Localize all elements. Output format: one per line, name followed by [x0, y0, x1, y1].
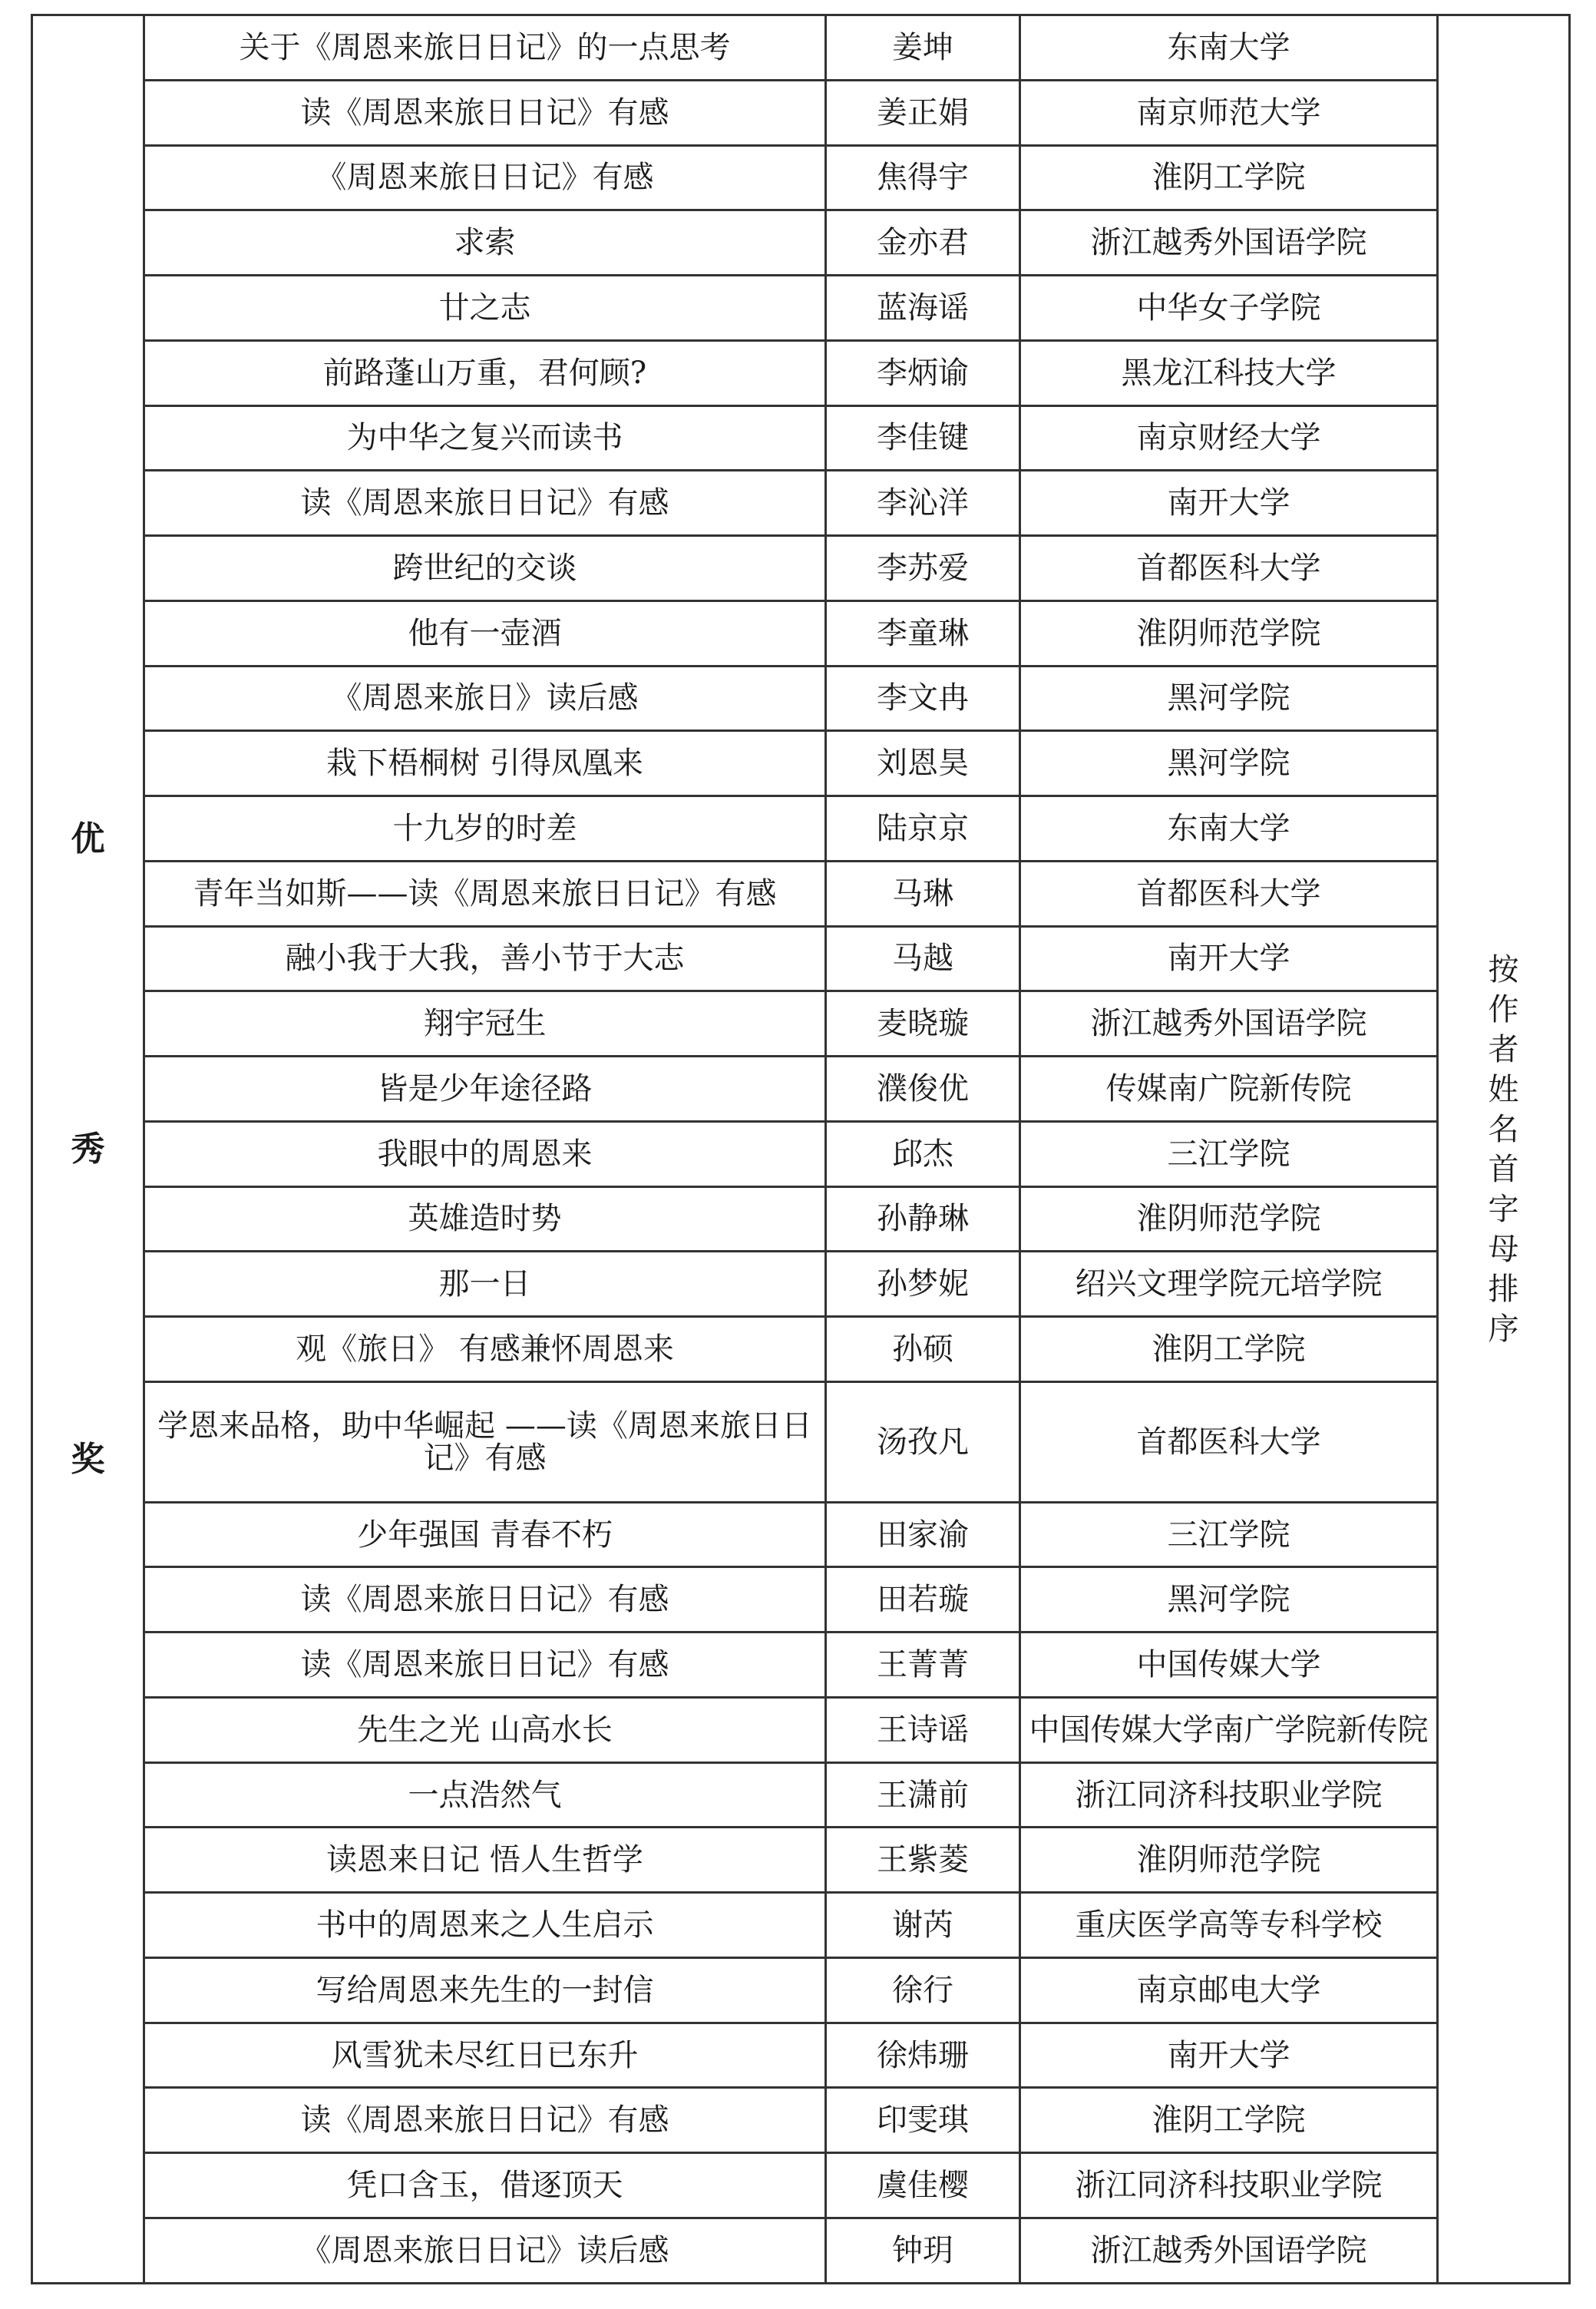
school-name-cell: 淮阴师范学院: [1020, 1828, 1438, 1893]
essay-title-cell: 少年强国 青春不朽: [144, 1502, 826, 1567]
essay-title-cell: 翔宇冠生: [144, 991, 826, 1057]
awards-table-body: [32, 15, 1570, 2284]
essay-title-cell: 融小我于大我，善小节于大志: [144, 926, 826, 991]
essay-title-cell: 观《旅日》 有感兼怀周恩来: [144, 1317, 826, 1382]
essay-title-cell: 栽下梧桐树 引得凤凰来: [144, 731, 826, 796]
school-name-cell: 浙江越秀外国语学院: [1020, 991, 1438, 1057]
author-name-cell: 姜正娟: [826, 80, 1020, 145]
table-row: [32, 731, 1570, 796]
author-name-cell: 徐行: [826, 1957, 1020, 2023]
awards-table: [31, 14, 1571, 2284]
essay-title-cell: 为中华之复兴而读书: [144, 405, 826, 471]
school-name-cell: 中华女子学院: [1020, 276, 1438, 341]
essay-title-cell: 关于《周恩来旅日日记》的一点思考: [144, 15, 826, 81]
school-name-cell: 淮阴师范学院: [1020, 1186, 1438, 1252]
table-row: [32, 1057, 1570, 1122]
essay-title-cell: 求索: [144, 210, 826, 276]
school-name-cell: 南京财经大学: [1020, 405, 1438, 471]
author-name-cell: 王潇前: [826, 1762, 1020, 1828]
school-name-cell: 东南大学: [1020, 796, 1438, 862]
school-name-cell: 南开大学: [1020, 471, 1438, 536]
table-row: [32, 80, 1570, 145]
essay-title-cell: 读《周恩来旅日日记》有感: [144, 1567, 826, 1633]
table-row: [32, 1957, 1570, 2023]
table-row: [32, 666, 1570, 731]
school-name-cell: 黑河学院: [1020, 731, 1438, 796]
school-name-cell: 首都医科大学: [1020, 1381, 1438, 1502]
author-name-cell: 李佳键: [826, 405, 1020, 471]
table-row: [32, 2218, 1570, 2283]
essay-title-cell: 风雪犹未尽红日已东升: [144, 2023, 826, 2088]
school-name-cell: 黑河学院: [1020, 666, 1438, 731]
school-name-cell: 淮阴工学院: [1020, 145, 1438, 210]
author-name-cell: 李炳谕: [826, 340, 1020, 405]
author-name-cell: 姜坤: [826, 15, 1020, 81]
ordering-note-char: 排: [1488, 1271, 1519, 1307]
table-row: [32, 1186, 1570, 1252]
school-name-cell: 东南大学: [1020, 15, 1438, 81]
ordering-note-char: 姓: [1488, 1071, 1519, 1107]
essay-title-cell: 他有一壶酒: [144, 600, 826, 666]
school-name-cell: 传媒南广院新传院: [1020, 1057, 1438, 1122]
table-row: [32, 210, 1570, 276]
ordering-note-cell: [1438, 15, 1570, 2284]
essay-title-cell: 皆是少年途径路: [144, 1057, 826, 1122]
essay-title-cell: 《周恩来旅日》读后感: [144, 666, 826, 731]
table-row: [32, 1893, 1570, 1958]
ordering-note-char: 首: [1488, 1151, 1519, 1187]
ordering-note: [1445, 950, 1562, 1349]
table-row: [32, 276, 1570, 341]
essay-title-cell: 十九岁的时差: [144, 796, 826, 862]
table-row: [32, 861, 1570, 926]
author-name-cell: 孙硕: [826, 1317, 1020, 1382]
essay-title-cell: 学恩来品格，助中华崛起 ——读《周恩来旅日日记》有感: [144, 1381, 826, 1502]
school-name-cell: 中国传媒大学: [1020, 1633, 1438, 1698]
school-name-cell: 黑河学院: [1020, 1567, 1438, 1633]
essay-title-cell: 英雄造时势: [144, 1186, 826, 1252]
author-name-cell: 谢芮: [826, 1893, 1020, 1958]
author-name-cell: 陆京京: [826, 796, 1020, 862]
ordering-note-char: 母: [1488, 1231, 1519, 1267]
essay-title-cell: 那一日: [144, 1252, 826, 1317]
table-row: [32, 600, 1570, 666]
author-name-cell: 王诗谣: [826, 1697, 1020, 1762]
author-name-cell: 孙静琳: [826, 1186, 1020, 1252]
table-row: [32, 1381, 1570, 1502]
school-name-cell: 淮阴工学院: [1020, 1317, 1438, 1382]
table-row: [32, 991, 1570, 1057]
author-name-cell: 田家渝: [826, 1502, 1020, 1567]
author-name-cell: 焦得宇: [826, 145, 1020, 210]
essay-title-cell: 读恩来日记 悟人生哲学: [144, 1828, 826, 1893]
school-name-cell: 南开大学: [1020, 926, 1438, 991]
table-row: [32, 2153, 1570, 2218]
author-name-cell: 李文冉: [826, 666, 1020, 731]
author-name-cell: 印雯琪: [826, 2088, 1020, 2153]
author-name-cell: 濮俊优: [826, 1057, 1020, 1122]
award-category-char: 优: [71, 819, 105, 858]
table-row: [32, 340, 1570, 405]
table-row: [32, 471, 1570, 536]
table-row: [32, 405, 1570, 471]
award-category-label: [39, 819, 137, 1479]
author-name-cell: 蓝海谣: [826, 276, 1020, 341]
school-name-cell: 浙江越秀外国语学院: [1020, 210, 1438, 276]
author-name-cell: 麦晓璇: [826, 991, 1020, 1057]
author-name-cell: 孙梦妮: [826, 1252, 1020, 1317]
award-category-cell: [32, 15, 144, 2284]
table-row: [32, 145, 1570, 210]
author-name-cell: 邱杰: [826, 1121, 1020, 1186]
essay-title-cell: 《周恩来旅日日记》读后感: [144, 2218, 826, 2283]
essay-title-cell: 我眼中的周恩来: [144, 1121, 826, 1186]
essay-title-cell: 《周恩来旅日日记》有感: [144, 145, 826, 210]
school-name-cell: 南京师范大学: [1020, 80, 1438, 145]
essay-title-cell: 凭口含玉，借逐顶天: [144, 2153, 826, 2218]
author-name-cell: 李童琳: [826, 600, 1020, 666]
author-name-cell: 刘恩昊: [826, 731, 1020, 796]
author-name-cell: 虞佳樱: [826, 2153, 1020, 2218]
school-name-cell: 南开大学: [1020, 2023, 1438, 2088]
essay-title-cell: 廿之志: [144, 276, 826, 341]
essay-title-cell: 跨世纪的交谈: [144, 536, 826, 601]
school-name-cell: 浙江同济科技职业学院: [1020, 1762, 1438, 1828]
essay-title-cell: 一点浩然气: [144, 1762, 826, 1828]
school-name-cell: 中国传媒大学南广学院新传院: [1020, 1697, 1438, 1762]
school-name-cell: 三江学院: [1020, 1502, 1438, 1567]
author-name-cell: 田若璇: [826, 1567, 1020, 1633]
table-row: [32, 1317, 1570, 1382]
table-row: [32, 1252, 1570, 1317]
author-name-cell: 马琳: [826, 861, 1020, 926]
table-row: [32, 796, 1570, 862]
school-name-cell: 淮阴工学院: [1020, 2088, 1438, 2153]
table-row: [32, 536, 1570, 601]
school-name-cell: 南京邮电大学: [1020, 1957, 1438, 2023]
essay-title-cell: 读《周恩来旅日日记》有感: [144, 1633, 826, 1698]
author-name-cell: 徐炜珊: [826, 2023, 1020, 2088]
essay-title-cell: 读《周恩来旅日日记》有感: [144, 80, 826, 145]
school-name-cell: 三江学院: [1020, 1121, 1438, 1186]
essay-title-cell: 读《周恩来旅日日记》有感: [144, 471, 826, 536]
author-name-cell: 汤孜凡: [826, 1381, 1020, 1502]
table-row: [32, 926, 1570, 991]
school-name-cell: 淮阴师范学院: [1020, 600, 1438, 666]
essay-title-cell: 写给周恩来先生的一封信: [144, 1957, 826, 2023]
ordering-note-char: 按: [1488, 951, 1519, 987]
ordering-note-char: 作: [1488, 991, 1519, 1027]
essay-title-cell: 先生之光 山高水长: [144, 1697, 826, 1762]
table-row: [32, 2088, 1570, 2153]
award-category-char: 奖: [71, 1439, 105, 1479]
ordering-note-char: 名: [1488, 1111, 1519, 1147]
school-name-cell: 首都医科大学: [1020, 861, 1438, 926]
table-row: [32, 1697, 1570, 1762]
award-category-char: 秀: [71, 1129, 105, 1169]
table-row: [32, 1502, 1570, 1567]
table-row: [32, 2023, 1570, 2088]
author-name-cell: 王紫菱: [826, 1828, 1020, 1893]
school-name-cell: 浙江同济科技职业学院: [1020, 2153, 1438, 2218]
table-row: [32, 1567, 1570, 1633]
author-name-cell: 金亦君: [826, 210, 1020, 276]
table-row: [32, 1828, 1570, 1893]
author-name-cell: 李苏爱: [826, 536, 1020, 601]
essay-title-cell: 青年当如斯——读《周恩来旅日日记》有感: [144, 861, 826, 926]
school-name-cell: 浙江越秀外国语学院: [1020, 2218, 1438, 2283]
table-row: [32, 1633, 1570, 1698]
essay-title-cell: 书中的周恩来之人生启示: [144, 1893, 826, 1958]
school-name-cell: 首都医科大学: [1020, 536, 1438, 601]
ordering-note-char: 序: [1488, 1311, 1519, 1347]
ordering-note-char: 者: [1488, 1031, 1519, 1067]
author-name-cell: 马越: [826, 926, 1020, 991]
essay-title-cell: 读《周恩来旅日日记》有感: [144, 2088, 826, 2153]
table-row: [32, 1121, 1570, 1186]
author-name-cell: 王菁菁: [826, 1633, 1020, 1698]
table-row: [32, 15, 1570, 81]
essay-title-cell: 前路蓬山万重，君何顾?: [144, 340, 826, 405]
school-name-cell: 黑龙江科技大学: [1020, 340, 1438, 405]
school-name-cell: 重庆医学高等专科学校: [1020, 1893, 1438, 1958]
table-row: [32, 1762, 1570, 1828]
ordering-note-char: 字: [1488, 1191, 1519, 1227]
author-name-cell: 钟玥: [826, 2218, 1020, 2283]
author-name-cell: 李沁洋: [826, 471, 1020, 536]
school-name-cell: 绍兴文理学院元培学院: [1020, 1252, 1438, 1317]
